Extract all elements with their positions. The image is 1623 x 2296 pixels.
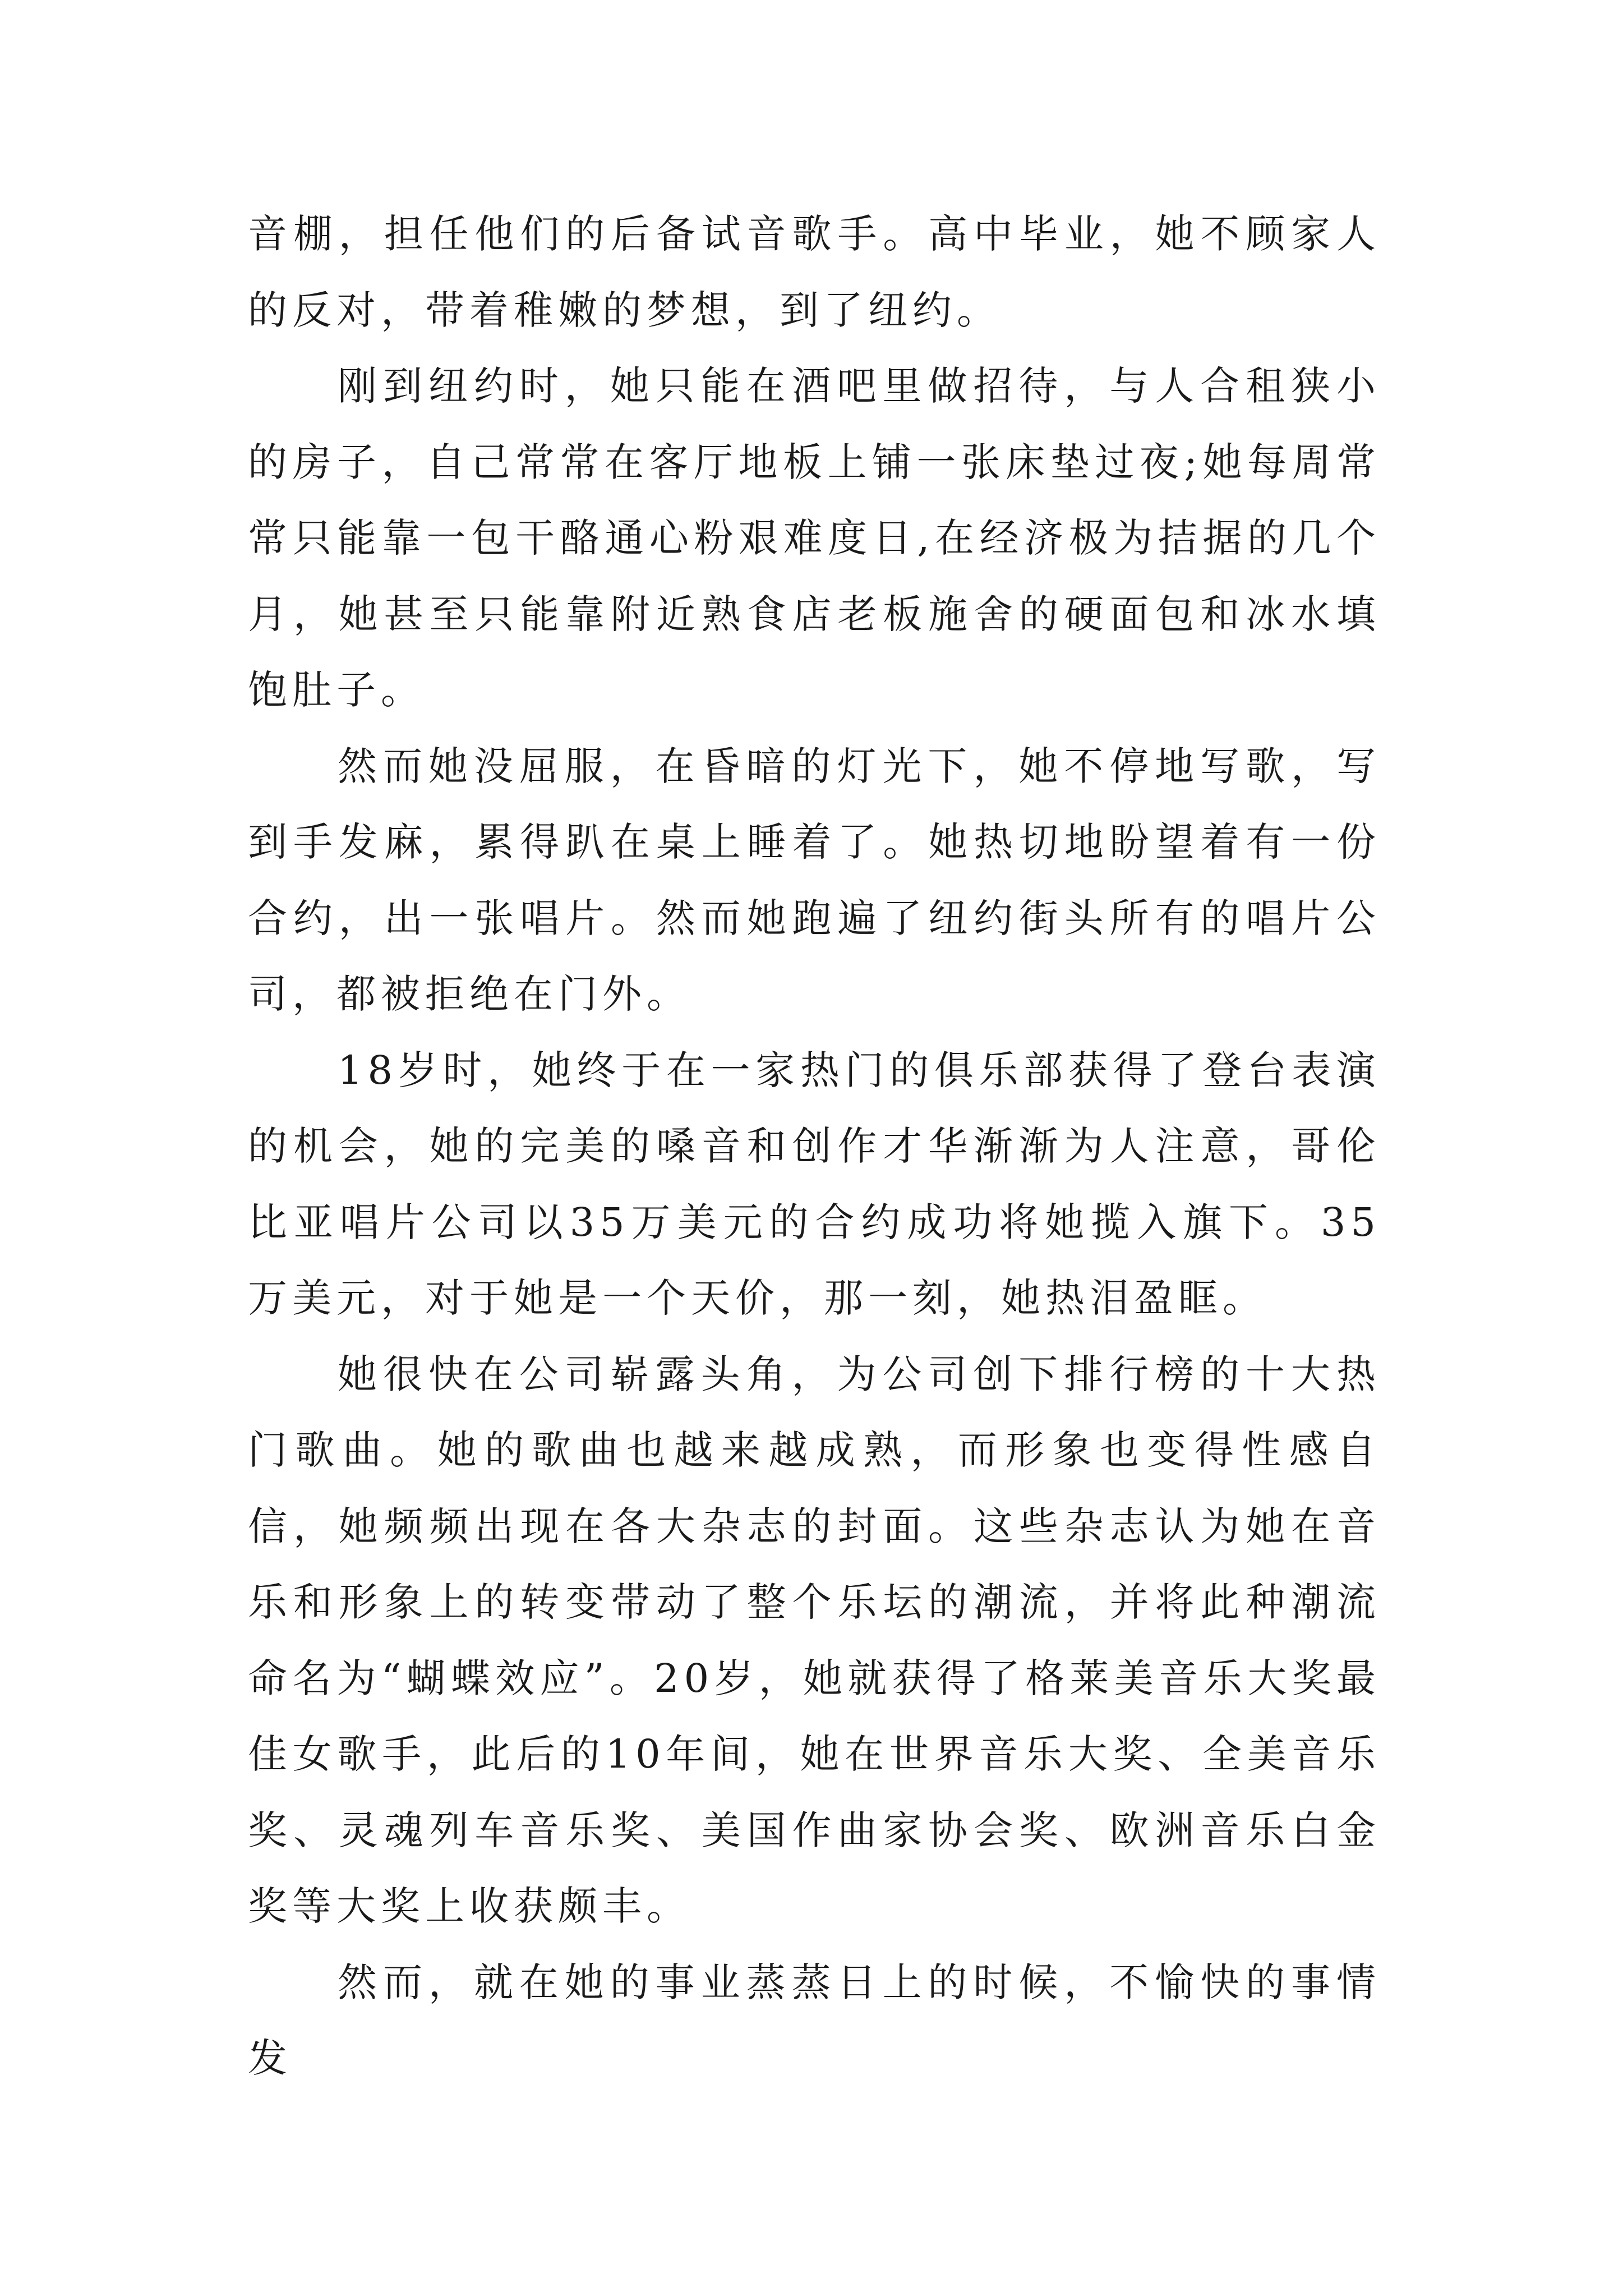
paragraph-3: 然而她没屈服，在昏暗的灯光下，她不停地写歌，写到手发麻，累得趴在桌上睡着了。她热切地盼望着有一份合约，出一张唱片。然而她跑遍了纽约街头所有的唱片公司，都被拒绝在门外。 [248,743,1381,1017]
paragraph-4: 18岁时，她终于在一家热门的俱乐部获得了登台表演的机会，她的完美的嗓音和创作才华渐渐为人注意，哥伦比亚唱片公司以35万美元的合约成功将她揽入旗下。35万美元，对于她是一个天价，那一刻，她热泪盈眶。 [248,1047,1381,1321]
paragraph-2: 刚到纽约时，她只能在酒吧里做招待，与人合租狭小的房子，自己常常在客厅地板上铺一张床垫过夜;她每周常常只能靠一包干酪通心粉艰难度日,在经济极为拮据的几个月，她甚至只能靠附近熟食店老板施舍的硬面包和冰水填饱肚子。 [248,363,1381,713]
document-body [248,196,1381,2097]
paragraph-5: 她很快在公司崭露头角，为公司创下排行榜的十大热门歌曲。她的歌曲也越来越成熟，而形象也变得性感自信，她频频出现在各大杂志的封面。这些杂志认为她在音乐和形象上的转变带动了整个乐坛的潮流，并将此种潮流命名为“蝴蝶效应”。20岁，她就获得了格莱美音乐大奖最佳女歌手，此后的10年间，她在世界音乐大奖、全美音乐奖、灵魂列车音乐奖、美国作曲家协会奖、欧洲音乐白金奖等大奖上收获颇丰。 [248,1351,1381,1929]
paragraph-6: 然而，就在她的事业蒸蒸日上的时候，不愉快的事情发 [248,1959,1381,2081]
paragraph-1: 音棚，担任他们的后备试音歌手。高中毕业，她不顾家人的反对，带着稚嫩的梦想，到了纽约。 [248,211,1381,333]
